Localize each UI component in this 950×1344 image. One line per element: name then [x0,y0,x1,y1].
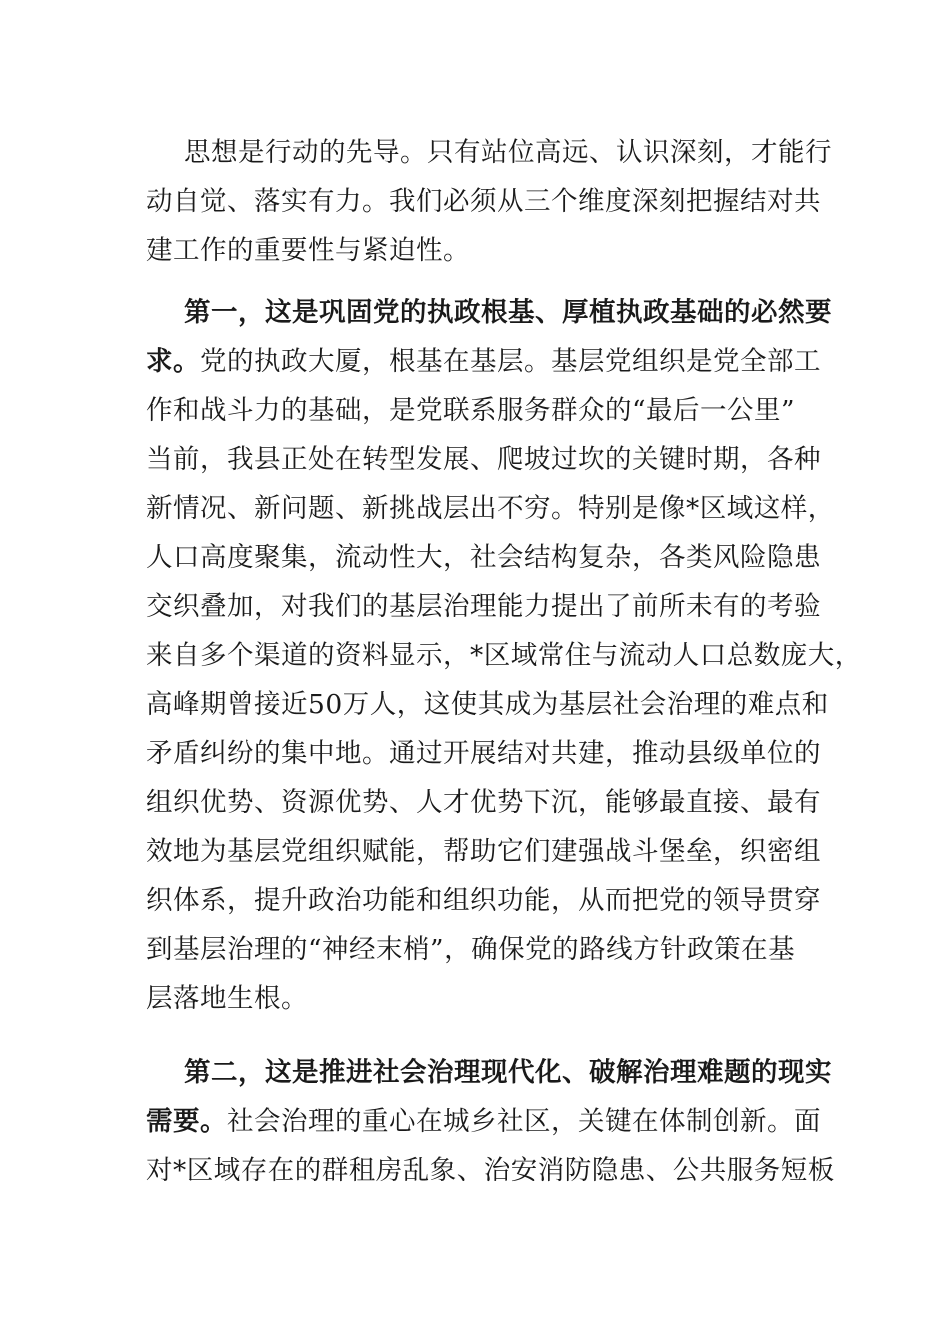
paragraph-2-line-12: 效地为基层党组织赋能，帮助它们建强战斗堡垒，织密组 [146,836,821,867]
paragraph-2-line-3: 作和战斗力的基础，是党联系服务群众的“最后一公里” [146,395,796,426]
paragraph-2-line-15: 层落地生根。 [146,983,308,1014]
paragraph-1-line-1: 思想是行动的先导。只有站位高远、认识深刻，才能行 [184,137,832,168]
paragraph-3-line-3: 对*区域存在的群租房乱象、治安消防隐患、公共服务短板 [146,1155,835,1186]
paragraph-3-heading-line-1: 第二，这是推进社会治理现代化、破解治理难题的现实 [184,1057,832,1088]
paragraph-2-heading-tail: 求。 [146,346,200,377]
paragraph-2-line-10: 矛盾纠纷的集中地。通过开展结对共建，推动县级单位的 [146,738,821,769]
paragraph-2-line-11: 组织优势、资源优势、人才优势下沉，能够最直接、最有 [146,787,821,818]
paragraph-2-line-13: 织体系，提升政治功能和组织功能，从而把党的领导贯穿 [146,885,821,916]
paragraph-2-line-7: 交织叠加，对我们的基层治理能力提出了前所未有的考验 [146,591,821,622]
paragraph-2-line-5: 新情况、新问题、新挑战层出不穷。特别是像*区域这样， [146,493,835,524]
paragraph-2-line-8: 来自多个渠道的资料显示，*区域常住与流动人口总数庞大， [146,640,862,671]
paragraph-1-line-3: 建工作的重要性与紧迫性。 [146,235,470,266]
paragraph-1-line-2: 动自觉、落实有力。我们必须从三个维度深刻把握结对共 [146,186,821,217]
paragraph-2-line-9: 高峰期曾接近50万人，这使其成为基层社会治理的难点和 [146,689,829,720]
paragraph-2-line-6: 人口高度聚集，流动性大，社会结构复杂，各类风险隐患 [146,542,821,573]
paragraph-2-line-4: 当前，我县正处在转型发展、爬坡过坎的关键时期，各种 [146,444,821,475]
paragraph-2-line-14: 到基层治理的“神经末梢”，确保党的路线方针政策在基 [146,934,796,965]
paragraph-3-heading-tail: 需要。 [146,1106,227,1137]
paragraph-2-line-2-body: 党的执政大厦，根基在基层。基层党组织是党全部工 [200,346,821,377]
paragraph-3-line-2-body: 社会治理的重心在城乡社区，关键在体制创新。面 [227,1106,821,1137]
paragraph-3-line-2 [146,1097,821,1147]
paragraph-2-line-2 [146,337,821,387]
paragraph-2-heading-line-1: 第一，这是巩固党的执政根基、厚植执政基础的必然要 [184,297,832,328]
